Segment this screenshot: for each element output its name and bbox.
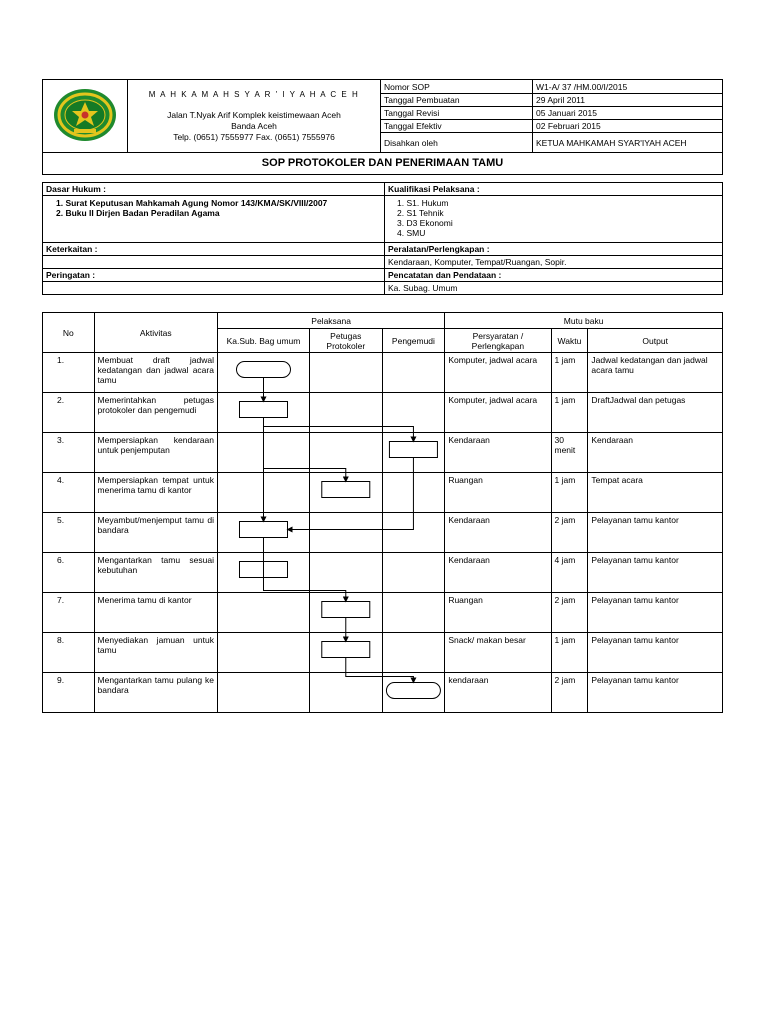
row-persyaratan: Snack/ makan besar xyxy=(445,633,551,673)
row-persyaratan: Ruangan xyxy=(445,593,551,633)
row-ka-sub-bag-cell xyxy=(217,593,309,633)
peralatan-label: Peralatan/Perlengkapan : xyxy=(385,243,723,256)
row-aktivitas: Menyediakan jamuan untuk tamu xyxy=(94,633,217,673)
meta-value-nomor-sop: W1-A/ 37 /HM.00/I/2015 xyxy=(533,80,723,94)
process-table xyxy=(42,312,723,713)
row-petugas-protokoler-cell xyxy=(310,513,383,553)
row-pengemudi-cell xyxy=(382,393,445,433)
table-row xyxy=(43,353,723,393)
table-row xyxy=(43,393,723,433)
col-header-aktivitas: Aktivitas xyxy=(94,313,217,353)
row-pengemudi-cell xyxy=(382,513,445,553)
keterkaitan-label: Keterkaitan : xyxy=(43,243,385,256)
row-ka-sub-bag-cell xyxy=(217,473,309,513)
row-petugas-protokoler-cell xyxy=(310,593,383,633)
document-title: SOP PROTOKOLER DAN PENERIMAAN TAMU xyxy=(42,152,723,175)
row-persyaratan: Kendaraan xyxy=(445,433,551,473)
row-aktivitas: Mempersiapkan tempat untuk menerima tamu di kantor xyxy=(94,473,217,513)
row-pengemudi-cell xyxy=(382,593,445,633)
col-header-waktu: Waktu xyxy=(551,329,588,353)
row-waktu: 2 jam xyxy=(551,513,588,553)
meta-value-tanggal-pembuatan: 29 April 2011 xyxy=(533,94,723,107)
row-output: Pelayanan tamu kantor xyxy=(588,633,723,673)
row-no: 6. xyxy=(43,553,95,593)
row-output: DraftJadwal dan petugas xyxy=(588,393,723,433)
col-header-pelaksana: Pelaksana xyxy=(217,313,444,329)
table-row xyxy=(43,513,723,553)
pencatatan-label: Pencatatan dan Pendataan : xyxy=(385,269,723,282)
row-no: 5. xyxy=(43,513,95,553)
table-row xyxy=(43,673,723,713)
col-header-ka-sub-bag: Ka.Sub. Bag umum xyxy=(217,329,309,353)
col-header-petugas-protokoler: Petugas Protokoler xyxy=(310,329,383,353)
row-persyaratan: Komputer, jadwal acara xyxy=(445,353,551,393)
row-ka-sub-bag-cell xyxy=(217,513,309,553)
row-persyaratan: Kendaraan xyxy=(445,513,551,553)
row-pengemudi-cell xyxy=(382,633,445,673)
kualifikasi-item: 2. S1 Tehnik xyxy=(397,208,444,218)
row-no: 4. xyxy=(43,473,95,513)
document-header xyxy=(42,79,723,153)
dasar-hukum-list xyxy=(43,196,385,243)
row-output: Pelayanan tamu kantor xyxy=(588,673,723,713)
row-ka-sub-bag-cell xyxy=(217,353,309,393)
row-aktivitas: Mengantarkan tamu sesuai kebutuhan xyxy=(94,553,217,593)
row-aktivitas: Mengantarkan tamu pulang ke bandara xyxy=(94,673,217,713)
row-petugas-protokoler-cell xyxy=(310,353,383,393)
row-petugas-protokoler-cell xyxy=(310,393,383,433)
meta-label-nomor-sop: Nomor SOP xyxy=(381,80,533,94)
kualifikasi-item: 4. SMU xyxy=(397,228,426,238)
row-persyaratan: Ruangan xyxy=(445,473,551,513)
row-output: Pelayanan tamu kantor xyxy=(588,593,723,633)
row-pengemudi-cell xyxy=(382,433,445,473)
row-persyaratan: kendaraan xyxy=(445,673,551,713)
row-ka-sub-bag-cell xyxy=(217,433,309,473)
address-line-1: Jalan T.Nyak Arif Komplek keistimewaan Aceh xyxy=(167,110,341,120)
row-waktu: 2 jam xyxy=(551,673,588,713)
row-no: 1. xyxy=(43,353,95,393)
row-ka-sub-bag-cell xyxy=(217,673,309,713)
organization-name: M A H K A M A H S Y A R ' I Y A H A C E H xyxy=(148,90,360,99)
address-line-2: Banda Aceh xyxy=(231,121,277,131)
peringatan-label: Peringatan : xyxy=(43,269,385,282)
row-aktivitas: Membuat draft jadwal kedatangan dan jadwal acara tamu xyxy=(94,353,217,393)
dasar-hukum-item: 2. Buku II Dirjen Badan Peradilan Agama xyxy=(56,208,220,218)
row-output: Jadwal kedatangan dan jadwal acara tamu xyxy=(588,353,723,393)
row-aktivitas: Memerintahkan petugas protokoler dan pengemudi xyxy=(94,393,217,433)
row-pengemudi-cell xyxy=(382,553,445,593)
kualifikasi-list xyxy=(385,196,723,243)
row-output: Kendaraan xyxy=(588,433,723,473)
pencatatan-value: Ka. Subag. Umum xyxy=(385,282,723,295)
keterkaitan-value xyxy=(43,256,385,269)
kualifikasi-item: 1. S1. Hukum xyxy=(397,198,449,208)
row-petugas-protokoler-cell xyxy=(310,633,383,673)
row-petugas-protokoler-cell xyxy=(310,433,383,473)
table-row xyxy=(43,473,723,513)
table-row xyxy=(43,433,723,473)
row-ka-sub-bag-cell xyxy=(217,553,309,593)
row-pengemudi-cell xyxy=(382,353,445,393)
meta-value-tanggal-revisi: 05 Januari 2015 xyxy=(533,107,723,120)
address-line-3: Telp. (0651) 7555977 Fax. (0651) 7555976 xyxy=(173,132,335,142)
row-petugas-protokoler-cell xyxy=(310,673,383,713)
col-header-no: No xyxy=(43,313,95,353)
row-ka-sub-bag-cell xyxy=(217,633,309,673)
row-no: 7. xyxy=(43,593,95,633)
row-waktu: 4 jam xyxy=(551,553,588,593)
row-ka-sub-bag-cell xyxy=(217,393,309,433)
dasar-hukum-item: 1. Surat Keputusan Mahkamah Agung Nomor 143/KMA/SK/VIII/2007 xyxy=(56,198,328,208)
table-row xyxy=(43,593,723,633)
row-waktu: 1 jam xyxy=(551,633,588,673)
peralatan-value: Kendaraan, Komputer, Tempat/Ruangan, Sopir. xyxy=(385,256,723,269)
row-no: 9. xyxy=(43,673,95,713)
peringatan-value xyxy=(43,282,385,295)
meta-label-tanggal-efektiv: Tanggal Efektiv xyxy=(381,120,533,133)
row-waktu: 2 jam xyxy=(551,593,588,633)
dasar-hukum-label: Dasar Hukum : xyxy=(43,183,385,196)
row-waktu: 30 menit xyxy=(551,433,588,473)
meta-value-tanggal-efektiv: 02 Februari 2015 xyxy=(533,120,723,133)
kualifikasi-item: 3. D3 Ekonomi xyxy=(397,218,453,228)
row-aktivitas: Mempersiapkan kendaraan untuk penjemputan xyxy=(94,433,217,473)
logo-cell xyxy=(43,80,128,153)
row-aktivitas: Menerima tamu di kantor xyxy=(94,593,217,633)
col-header-persyaratan: Persyaratan / Perlengkapan xyxy=(445,329,551,353)
meta-label-tanggal-pembuatan: Tanggal Pembuatan xyxy=(381,94,533,107)
row-petugas-protokoler-cell xyxy=(310,553,383,593)
row-persyaratan: Kendaraan xyxy=(445,553,551,593)
row-output: Pelayanan tamu kantor xyxy=(588,513,723,553)
info-table xyxy=(42,182,723,295)
row-output: Tempat acara xyxy=(588,473,723,513)
row-pengemudi-cell xyxy=(382,473,445,513)
col-header-mutu-baku: Mutu baku xyxy=(445,313,723,329)
row-no: 3. xyxy=(43,433,95,473)
court-logo-icon xyxy=(52,87,118,143)
meta-label-disahkan-oleh: Disahkan oleh xyxy=(381,133,533,153)
table-row xyxy=(43,633,723,673)
row-waktu: 1 jam xyxy=(551,393,588,433)
row-petugas-protokoler-cell xyxy=(310,473,383,513)
organization-cell xyxy=(128,80,381,153)
row-waktu: 1 jam xyxy=(551,353,588,393)
row-output: Pelayanan tamu kantor xyxy=(588,553,723,593)
row-waktu: 1 jam xyxy=(551,473,588,513)
col-header-output: Output xyxy=(588,329,723,353)
col-header-pengemudi: Pengemudi xyxy=(382,329,445,353)
meta-value-disahkan-oleh: KETUA MAHKAMAH SYAR'IYAH ACEH xyxy=(533,133,723,153)
meta-label-tanggal-revisi: Tanggal Revisi xyxy=(381,107,533,120)
row-persyaratan: Komputer, jadwal acara xyxy=(445,393,551,433)
table-row xyxy=(43,553,723,593)
row-pengemudi-cell xyxy=(382,673,445,713)
row-aktivitas: Meyambut/menjemput tamu di bandara xyxy=(94,513,217,553)
row-no: 2. xyxy=(43,393,95,433)
kualifikasi-label: Kualifikasi Pelaksana : xyxy=(385,183,723,196)
row-no: 8. xyxy=(43,633,95,673)
